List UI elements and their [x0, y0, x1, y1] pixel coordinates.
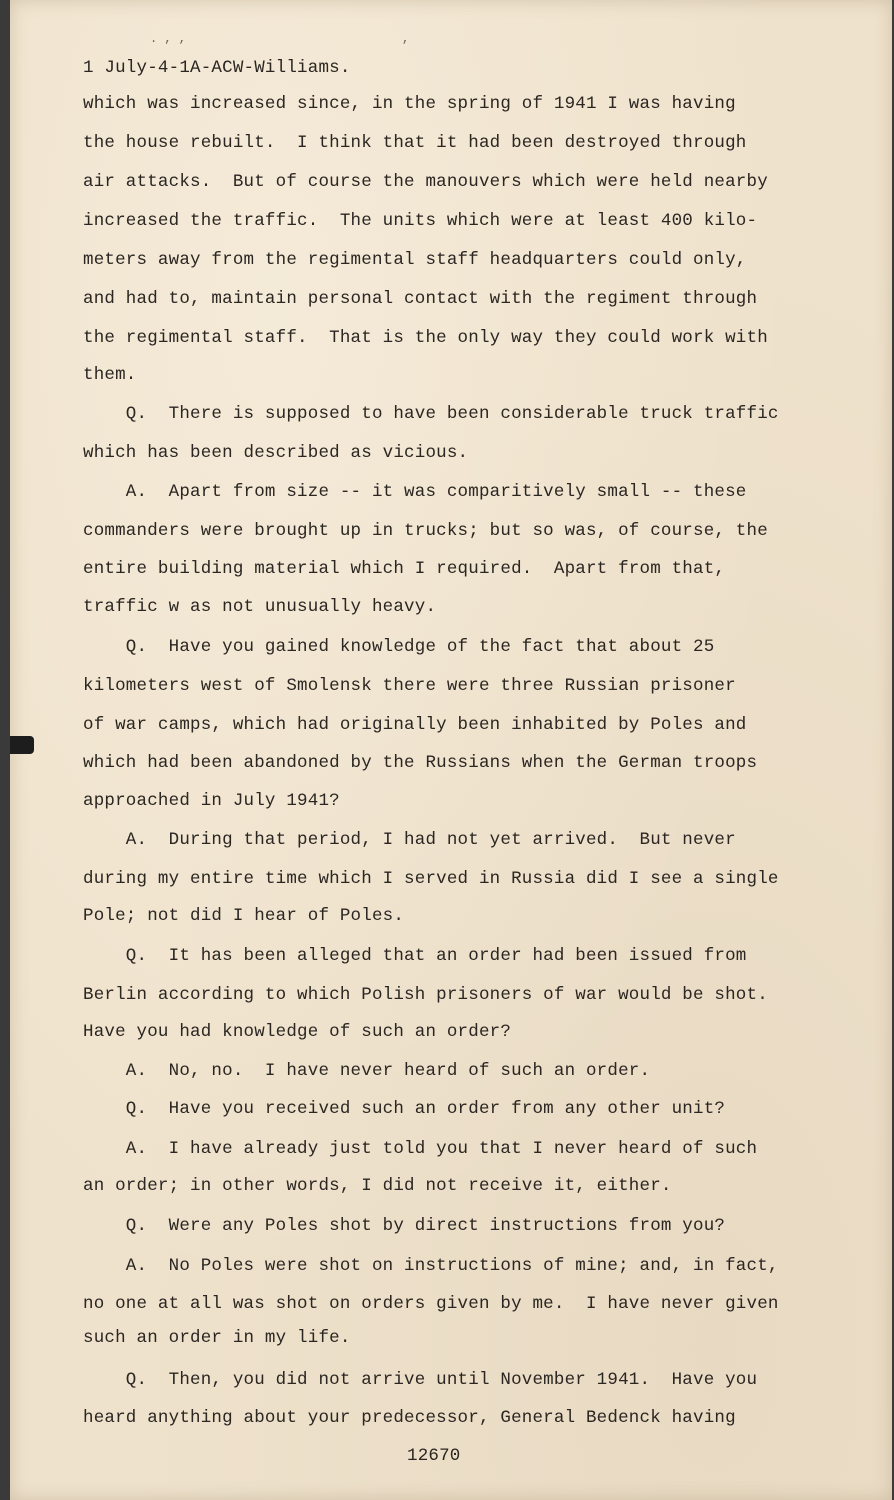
text-line: air attacks. But of course the manouvers which were held nearby	[83, 172, 768, 192]
text-line: A. Apart from size -- it was comparitively small -- these	[83, 482, 747, 502]
stray-ink-marks: . , , ,	[150, 32, 410, 46]
text-line: during my entire time which I served in Russia did I see a single	[83, 869, 779, 889]
text-line: Q. There is supposed to have been considerable truck traffic	[83, 404, 779, 424]
text-line: Q. Have you gained knowledge of the fact that about 25	[83, 637, 715, 657]
text-line: A. No, no. I have never heard of such an order.	[83, 1061, 651, 1081]
text-line: an order; in other words, I did not receive it, either.	[83, 1176, 672, 1196]
text-line: such an order in my life.	[83, 1328, 351, 1348]
text-line: Q. It has been alleged that an order had been issued from	[83, 946, 747, 966]
text-line: kilometers west of Smolensk there were three Russian prisoner	[83, 676, 736, 696]
document-page	[10, 0, 892, 1500]
text-line: the regimental staff. That is the only way they could work with	[83, 328, 768, 348]
text-line: which had been abandoned by the Russians when the German troops	[83, 753, 758, 773]
text-line: A. No Poles were shot on instructions of mine; and, in fact,	[83, 1256, 779, 1276]
text-line: which has been described as vicious.	[83, 443, 469, 463]
text-line: meters away from the regimental staff headquarters could only,	[83, 250, 747, 270]
text-line: approached in July 1941?	[83, 791, 340, 811]
text-line: entire building material which I required. Apart from that,	[83, 559, 726, 579]
text-line: and had to, maintain personal contact with the regiment through	[83, 289, 758, 309]
header-line: 1 July-4-1A-ACW-Williams.	[83, 58, 351, 78]
text-line: A. I have already just told you that I never heard of such	[83, 1139, 758, 1159]
text-line: heard anything about your predecessor, General Bedenck having	[83, 1408, 736, 1428]
text-line: commanders were brought up in trucks; but so was, of course, the	[83, 521, 768, 541]
text-line: Pole; not did I hear of Poles.	[83, 906, 405, 926]
text-line: traffic w as not unusually heavy.	[83, 597, 437, 617]
text-line: Q. Then, you did not arrive until November 1941. Have you	[83, 1370, 758, 1390]
text-line: Have you had knowledge of such an order?	[83, 1022, 512, 1042]
text-line: no one at all was shot on orders given by me. I have never given	[83, 1294, 779, 1314]
text-line: A. During that period, I had not yet arrived. But never	[83, 830, 736, 850]
text-line: Q. Were any Poles shot by direct instructions from you?	[83, 1216, 726, 1236]
text-line: them.	[83, 365, 137, 385]
text-line: the house rebuilt. I think that it had been destroyed through	[83, 133, 747, 153]
text-line: which was increased since, in the spring of 1941 I was having	[83, 94, 736, 114]
page-number: 12670	[407, 1446, 461, 1466]
text-line: Berlin according to which Polish prisoners of war would be shot.	[83, 985, 768, 1005]
text-line: increased the traffic. The units which were at least 400 kilo-	[83, 211, 758, 231]
text-line: of war camps, which had originally been inhabited by Poles and	[83, 715, 747, 735]
text-line: Q. Have you received such an order from any other unit?	[83, 1099, 726, 1119]
binder-clip	[10, 736, 34, 754]
